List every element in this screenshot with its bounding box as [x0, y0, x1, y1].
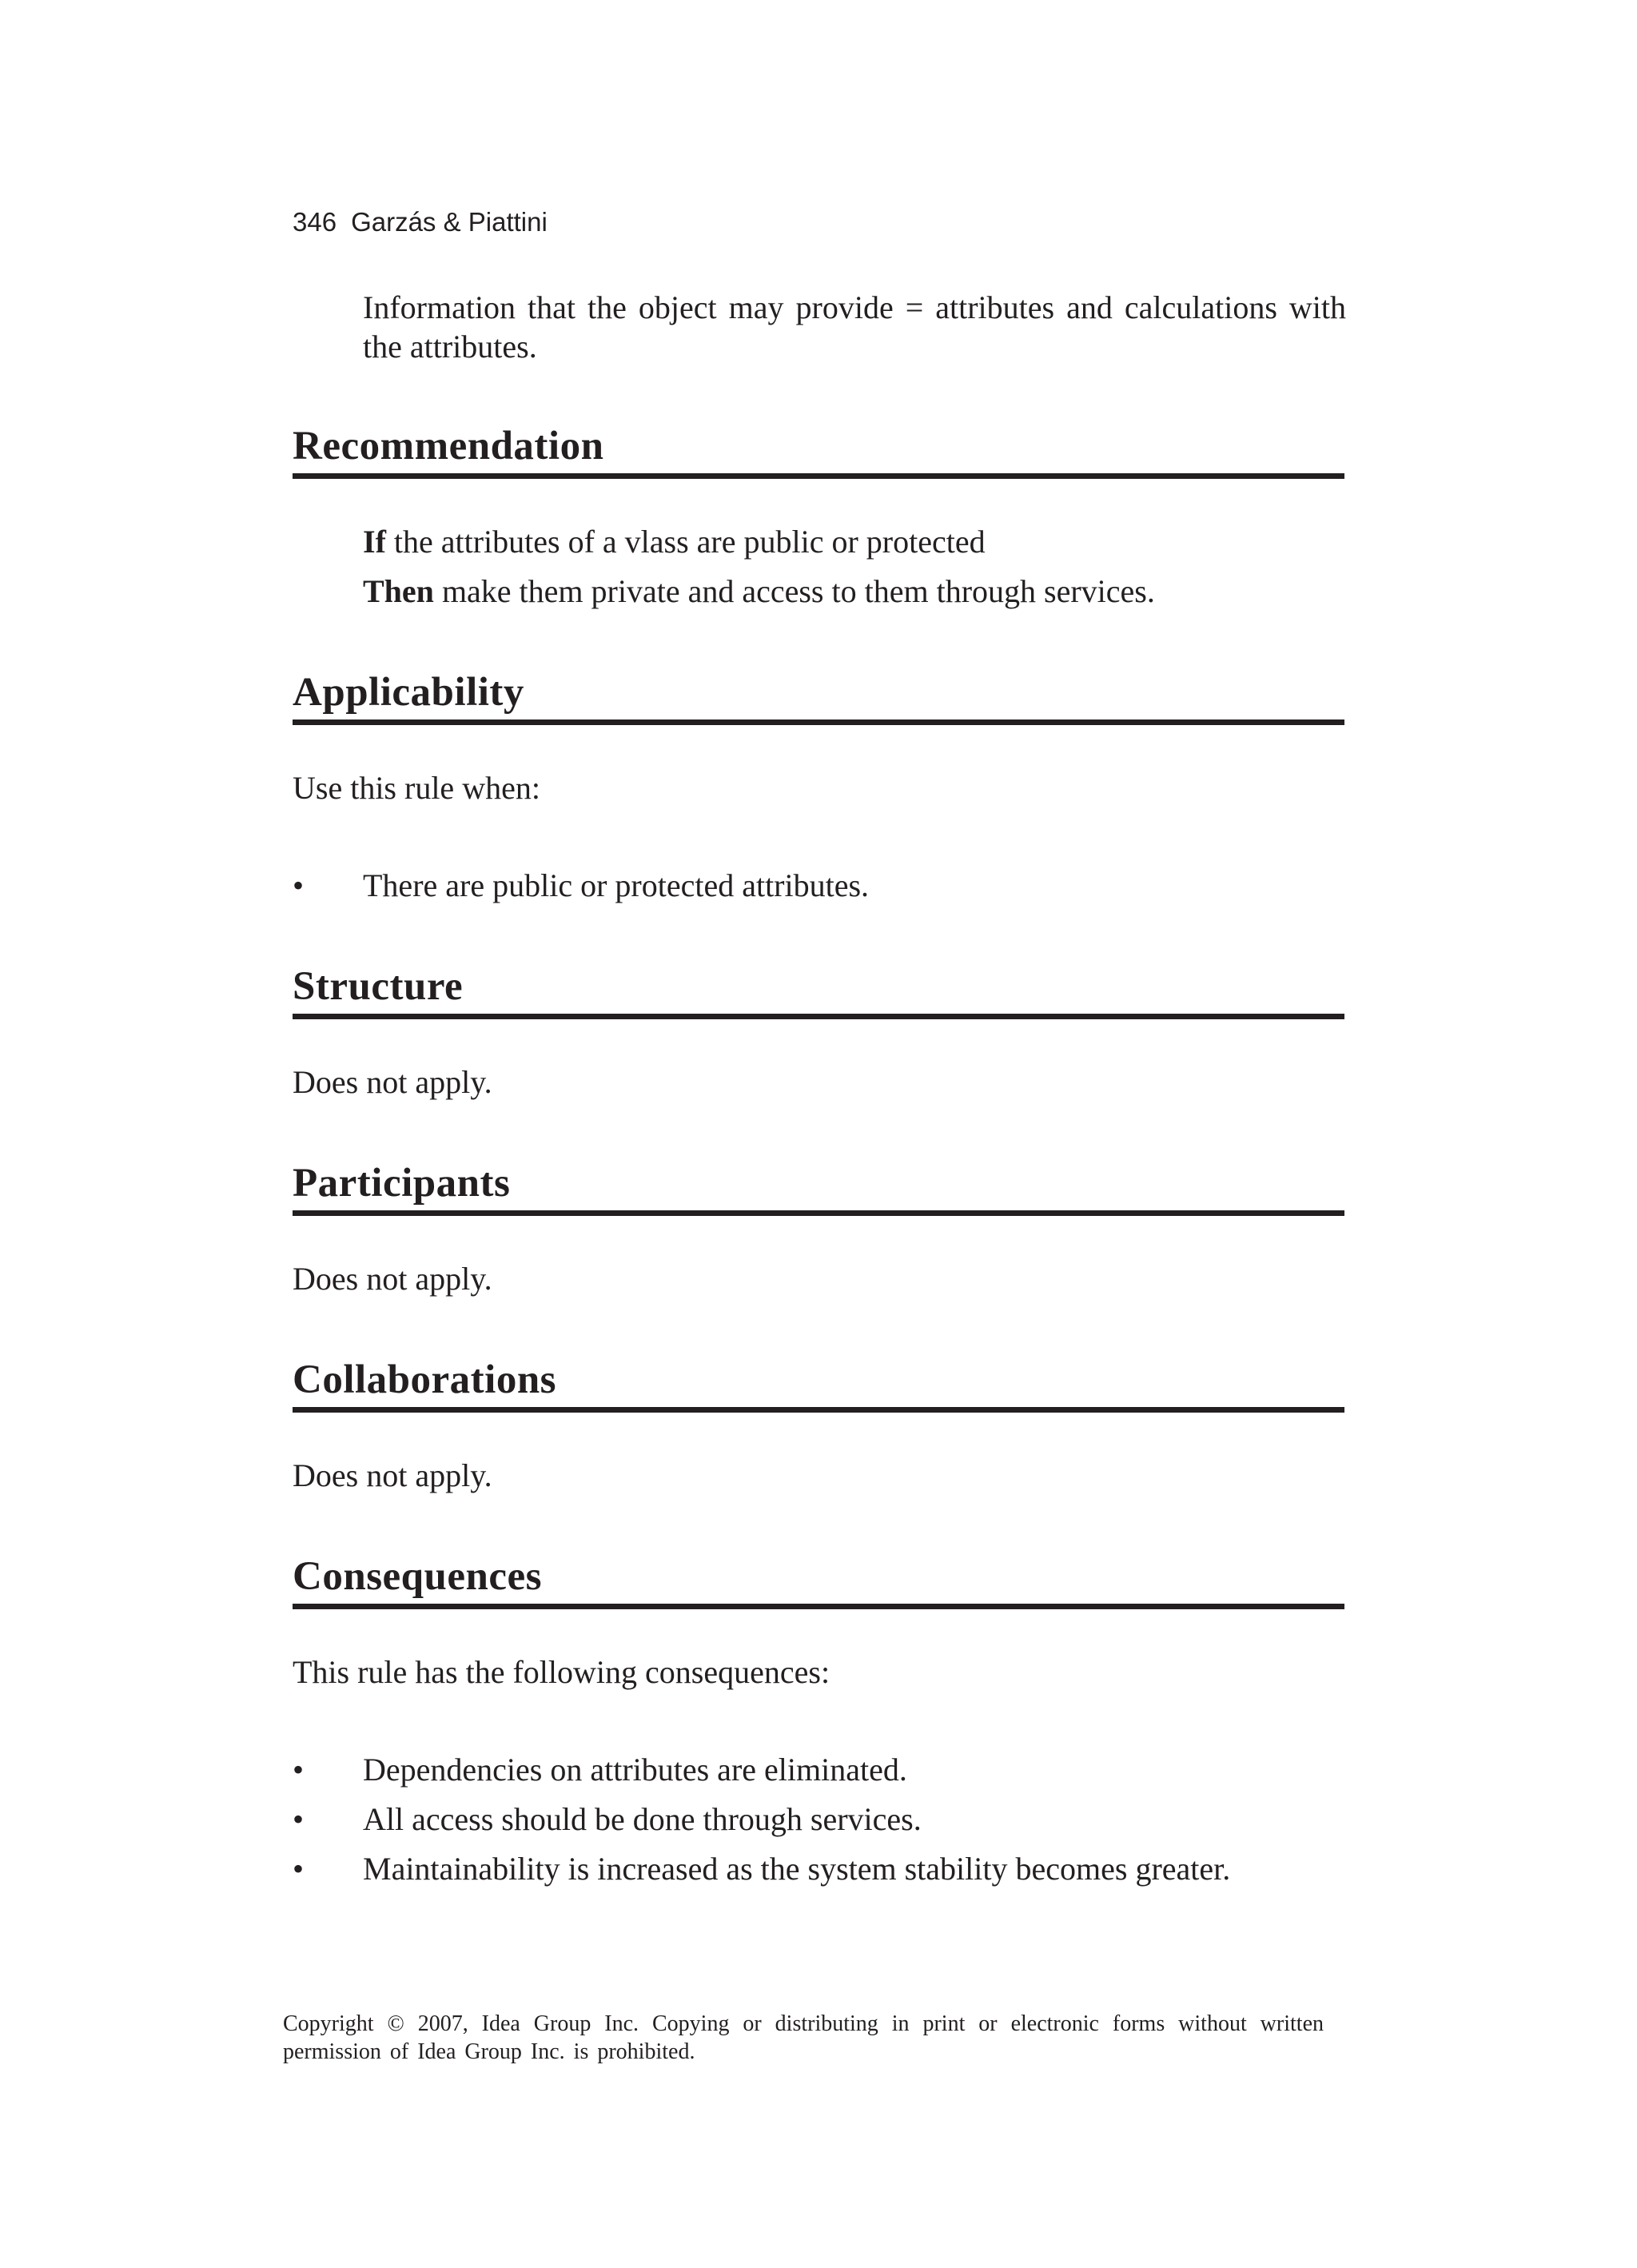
section-title-consequences: Consequences	[293, 1553, 1344, 1609]
if-keyword: If	[363, 524, 386, 560]
list-item-text: All access should be done through services.	[363, 1801, 922, 1837]
structure-text: Does not apply.	[293, 1064, 492, 1100]
collaborations-text: Does not apply.	[293, 1457, 492, 1493]
then-text: make them private and access to them through services.	[433, 573, 1155, 609]
if-text: the attributes of a vlass are public or protected	[385, 524, 986, 560]
author-names: Garzás & Piattini	[351, 207, 548, 237]
section-title-applicability: Applicability	[293, 668, 1344, 725]
intro-paragraph: Information that the object may provide = attributes and calculations with the attributes.	[363, 289, 1346, 365]
bullet-icon: •	[293, 1851, 305, 1887]
list-item-text: Dependencies on attributes are eliminated.	[363, 1752, 907, 1788]
then-keyword: Then	[363, 573, 434, 609]
recommendation-then-line	[363, 572, 1155, 611]
participants-text: Does not apply.	[293, 1261, 492, 1297]
list-item-text: Maintainability is increased as the system stability becomes greater.	[363, 1851, 1231, 1887]
recommendation-if-line	[363, 523, 986, 561]
applicability-intro: Use this rule when:	[293, 770, 540, 806]
running-header	[293, 206, 548, 238]
list-item-text: There are public or protected attributes.	[363, 867, 870, 903]
section-title-collaborations: Collaborations	[293, 1356, 1344, 1413]
section-title-structure: Structure	[293, 963, 1344, 1019]
bullet-icon: •	[293, 1752, 305, 1788]
bullet-icon: •	[293, 867, 305, 903]
section-title-participants: Participants	[293, 1159, 1344, 1216]
bullet-icon: •	[293, 1801, 305, 1837]
section-title-recommendation: Recommendation	[293, 422, 1344, 479]
page-number: 346	[293, 207, 337, 237]
consequences-intro: This rule has the following consequences:	[293, 1654, 830, 1690]
copyright-notice: Copyright © 2007, Idea Group Inc. Copying or distributing in print or electronic forms without written permission of Idea Group Inc. is prohibited.	[283, 2011, 1324, 2064]
